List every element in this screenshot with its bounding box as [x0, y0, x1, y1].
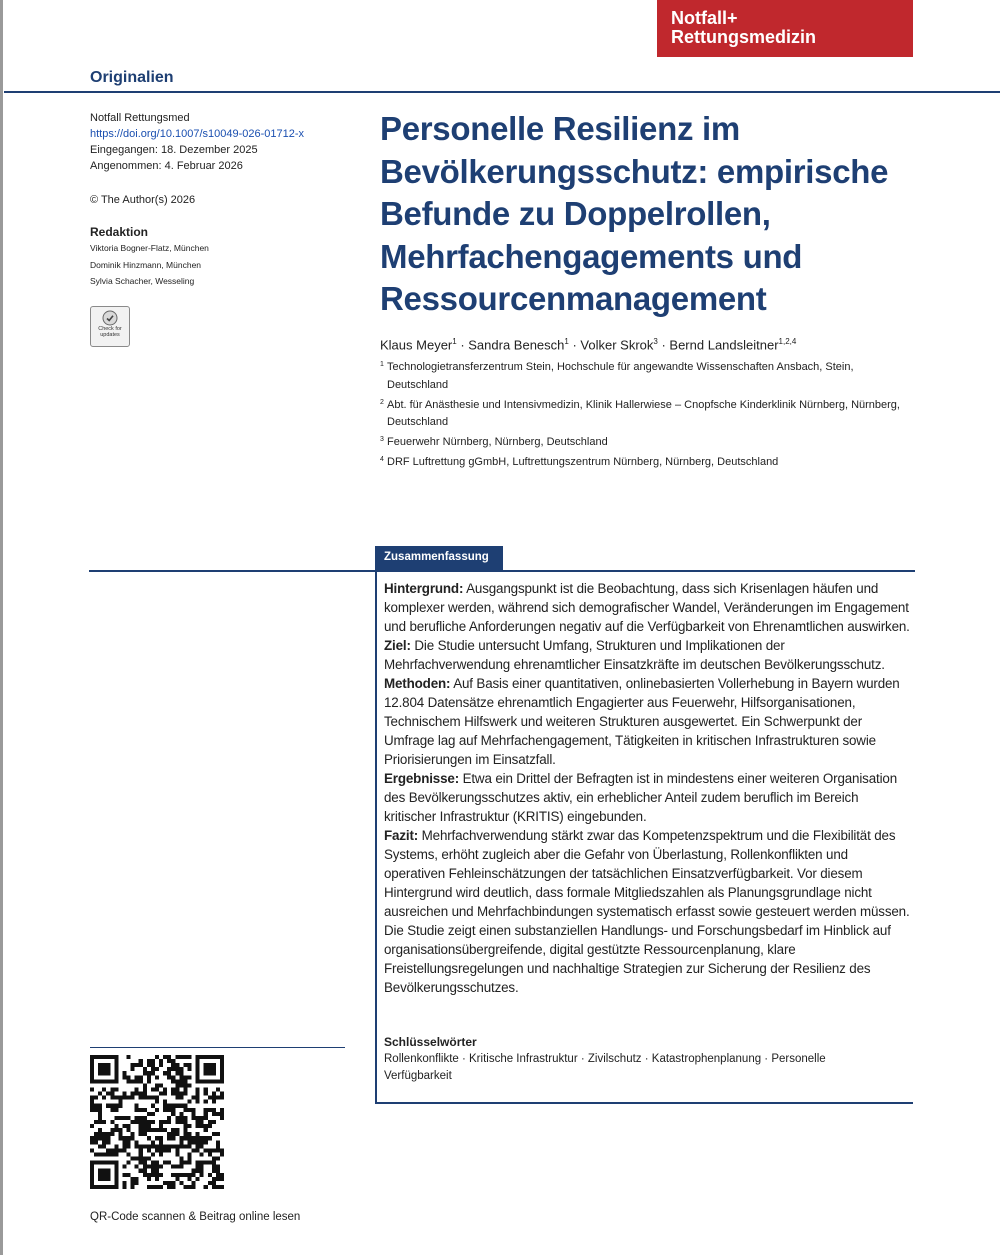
affiliation-item [380, 359, 900, 394]
abstract-section-text: Mehrfachverwendung stärkt zwar das Kompetenzspektrum und die Flexibilität des Systems, erhöht zugleich aber die Gefahr von Überlastung, Rollenkonflikten und operativen Fehleinschätzungen der tatsächlichen Einsatzverfügbarkeit. Vor diesem Hintergrund wird deutlich, dass formale Mitgliedszahlen als Planungsgrundlage nicht ausreichen und Mehrfachbindungen systematisch erfasst sowie gesteuert werden müssen. Die Studie zeigt einen substanziellen Handlungs- und Forschungsbedarf im Hinblick auf organisationsübergreifende, digital gestützte Ressourcenplanung, klare Freistellungsregelungen und nachhaltige Strategien zur Sicherung der Resilienz des Bevölkerungsschutzes. [384, 828, 910, 995]
article-title: Personelle Resilienz im Bevölkerungsschutz: empirische Befunde zu Doppelrollen, Mehrfachengagements und Ressourcenmanagement [380, 110, 889, 317]
article-metadata [90, 110, 350, 290]
abstract-section-label: Ergebnisse: [384, 771, 459, 786]
check-for-updates-button[interactable] [90, 306, 130, 347]
abstract-section-background [384, 579, 912, 636]
abstract-section-conclusion [384, 826, 912, 997]
received-date: Eingegangen: 18. Dezember 2025 [90, 144, 258, 156]
journal-name-line2: Rettungsmedizin [671, 27, 817, 47]
affiliation-list [380, 359, 900, 474]
editor-name: Viktoria Bogner-Flatz, München [90, 243, 209, 253]
section-label: Originalien [90, 69, 174, 86]
author-affiliation-ref: 1 [564, 337, 569, 346]
copyright-notice: © The Author(s) 2026 [90, 194, 196, 206]
affiliation-text: Technologietransferzentrum Stein, Hochschule für angewandte Wissenschaften Ansbach, Stein, Deutschland [387, 361, 854, 391]
affiliation-text: DRF Luftrettung gGmbH, Luftrettungszentrum Nürnberg, Nürnberg, Deutschland [387, 456, 779, 468]
abstract-section-text: Etwa ein Drittel der Befragten ist in mindestens einer weiteren Organisation des Bevölkerungsschutzes aktiv, ein erheblicher Anteil zudem beruflich im Bereich kritischer Infrastruktur (KRITIS) eingebunden. [384, 771, 898, 824]
author-affiliation-ref: 3 [653, 337, 658, 346]
author-name: Sandra Benesch [468, 337, 565, 353]
keywords-block [384, 1034, 884, 1085]
author-affiliation-ref: 1 [452, 337, 457, 346]
abstract-section-label: Ziel: [384, 638, 411, 653]
journal-short-name: Notfall Rettungsmed [90, 112, 190, 124]
author-separator: · [456, 337, 469, 353]
affiliation-number: 4 [380, 456, 384, 463]
abstract-section-aim [384, 636, 912, 674]
author-affiliation-ref: 1,2,4 [778, 337, 797, 346]
page-edge [0, 0, 3, 1255]
header-divider [4, 91, 1000, 93]
editor-name: Sylvia Schacher, Wesseling [90, 276, 195, 286]
affiliation-item [380, 434, 900, 452]
abstract-section-text: Die Studie untersucht Umfang, Strukturen und Implikationen der Mehrfachverwendung ehrenamtlicher Einsatzkräfte im deutschen Bevölkerungsschutz. [384, 638, 885, 672]
abstract-section-label: Methoden: [384, 676, 451, 691]
keywords-title: Schlüsselwörter [384, 1035, 477, 1049]
qr-caption: QR-Code scannen & Beitrag online lesen [90, 1211, 301, 1223]
qr-code[interactable] [90, 1055, 224, 1189]
accepted-date: Angenommen: 4. Februar 2026 [90, 160, 243, 172]
check-updates-icon [102, 310, 118, 326]
author-list [380, 337, 920, 352]
editorial-heading: Redaktion [90, 225, 149, 239]
author-name: Bernd Landsleitner [669, 337, 779, 353]
affiliation-text: Feuerwehr Nürnberg, Nürnberg, Deutschland [387, 436, 608, 448]
author-name: Volker Skrok [580, 337, 654, 353]
abstract-section-results [384, 769, 912, 826]
abstract-section-text: Auf Basis einer quantitativen, onlinebasierten Vollerhebung in Bayern wurden 12.804 Datensätze ehrenamtlich Engagierter aus Feuerwehr, Hilfsorganisationen, Technischem Hilfswerk und weiteren Strukturen ausgewertet. Ein Schwerpunkt der Umfrage lag auf Mehrfachengagement, Tätigkeiten in kritischen Infrastrukturen sowie Priorisierungen im Einsatzfall. [384, 676, 900, 767]
abstract-body [384, 579, 912, 997]
affiliation-text: Abt. für Anästhesie und Intensivmedizin, Klinik Hallerwiese – Cnopfsche Kinderklinik Nürnberg, Nürnberg, Deutschland [387, 398, 900, 428]
affiliation-number: 2 [380, 398, 384, 406]
keywords-text: Rollenkonflikte · Kritische Infrastruktur · Zivilschutz · Katastrophenplanung · Personelle Verfügbarkeit [384, 1053, 826, 1082]
author-separator: · [568, 337, 581, 353]
affiliation-number: 1 [380, 361, 384, 368]
abstract-section-methods [384, 674, 912, 769]
editor-name: Dominik Hinzmann, München [90, 259, 202, 270]
check-updates-label: Check for updates [98, 326, 122, 338]
abstract-section-label: Hintergrund: [384, 581, 464, 596]
qr-divider [90, 1047, 345, 1048]
journal-logo-badge [657, 0, 913, 57]
affiliation-number: 3 [380, 436, 384, 443]
abstract-section-label: Fazit: [384, 828, 419, 843]
abstract-section-text: Ausgangspunkt ist die Beobachtung, dass sich Krisenlagen häufen und komplexer werden, während sich demografischer Wandel, Veränderungen im Engagement und berufliche Anforderungen negativ auf die Verfügbarkeit von Ehrenamtlichen auswirken. [384, 581, 910, 634]
doi-link[interactable]: https://doi.org/10.1007/s10049-026-01712-x [90, 128, 305, 140]
author-separator: · [657, 337, 670, 353]
author-name: Klaus Meyer [380, 337, 453, 353]
abstract-heading-tab: Zusammenfassung [375, 546, 503, 570]
affiliation-item [380, 454, 900, 472]
affiliation-item [380, 397, 900, 432]
journal-name-line1: Notfall+ [671, 8, 738, 28]
